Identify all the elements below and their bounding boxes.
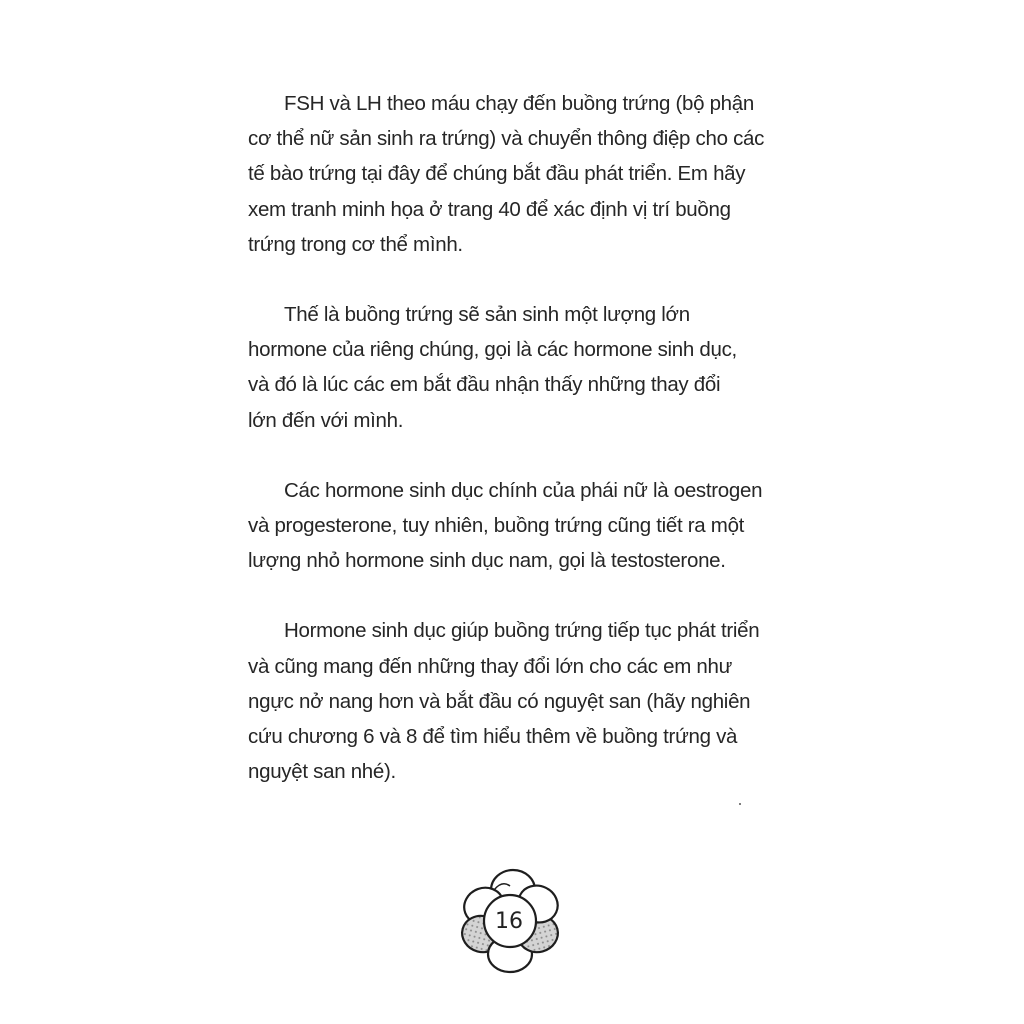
text-line: nguyệt san nhé). [248, 760, 396, 784]
paragraph-4 [248, 613, 772, 789]
text-line: cơ thể nữ sản sinh ra trứng) và chuyển thông điệp cho các [248, 127, 765, 151]
speck [739, 803, 741, 805]
text-line: và đó là lúc các em bắt đầu nhận thấy những thay đổi [248, 373, 721, 397]
text-line: cứu chương 6 và 8 để tìm hiểu thêm về buồng trứng và [248, 725, 738, 749]
text-line: và progesterone, tuy nhiên, buồng trứng cũng tiết ra một [248, 514, 745, 538]
text-line: trứng trong cơ thể mình. [248, 232, 463, 256]
text-line: hormone của riêng chúng, gọi là các hormone sinh dục, [248, 338, 737, 362]
text-line: Các hormone sinh dục chính của phái nữ là oestrogen [284, 478, 763, 502]
text-line: tế bào trứng tại đây để chúng bắt đầu phát triển. Em hãy [248, 162, 746, 186]
page-number-badge [458, 866, 564, 974]
text-line: Thế là buồng trứng sẽ sản sinh một lượng lớn [284, 303, 690, 327]
text-line: lượng nhỏ hormone sinh dục nam, gọi là testosterone. [248, 549, 726, 573]
text-line: ngực nở nang hơn và bắt đầu có nguyệt san (hãy nghiên [248, 689, 751, 713]
paragraph-3 [248, 473, 772, 579]
text-line: và cũng mang đến những thay đổi lớn cho các em như [248, 654, 733, 678]
text-line: FSH và LH theo máu chạy đến buồng trứng (bộ phận [284, 92, 754, 115]
text-line: lớn đến với mình. [248, 408, 404, 432]
paragraph-1 [248, 86, 772, 262]
paragraph-2 [248, 297, 772, 438]
text-line: Hormone sinh dục giúp buồng trứng tiếp tục phát triển [284, 619, 760, 643]
page-number: 16 [495, 908, 523, 934]
text-line: xem tranh minh họa ở trang 40 để xác định vị trí buồng [248, 197, 731, 221]
body-text [248, 86, 772, 789]
